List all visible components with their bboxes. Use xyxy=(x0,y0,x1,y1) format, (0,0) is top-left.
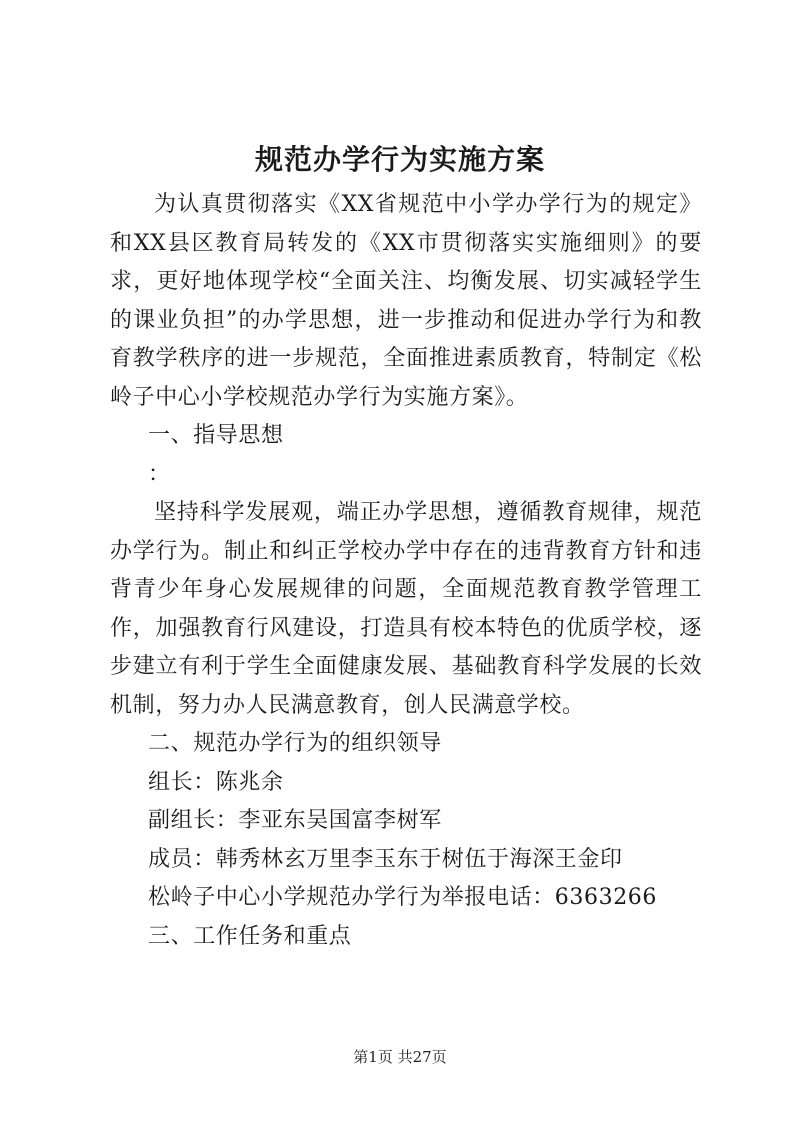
section-1-heading: 一、指导思想 xyxy=(148,423,284,448)
colon-line: ： xyxy=(148,461,171,487)
document-title: 规范办学行为实施方案 xyxy=(254,143,545,176)
leader-line: 组长：陈兆余 xyxy=(148,769,284,795)
intro-paragraph: 为认真贯彻落实《XX省规范中小学办学行为的规定》和XX县区教育局转发的《XX市贯彻落实实施细则》的要求，更好地体现学校“全面关注、均衡发展、切实减轻学生的课业负担”的办学思想，进一步推动和促进办学行为和教育教学秩序的进一步规范，全面推进素质教育，特制定《松岭子中心小学校规范办学行为实施方案》。 xyxy=(110,192,702,410)
deputy-leader-line: 副组长：李亚东吴国富李树军 xyxy=(148,808,442,833)
document-body xyxy=(110,186,702,956)
hotline-line: 松岭子中心小学规范办学行为举报电话：6363266 xyxy=(148,885,657,910)
members-line: 成员：韩秀林玄万里李玉东于树伍于海深王金印 xyxy=(148,846,623,872)
page-footer: 第1页 共27页 xyxy=(353,1048,447,1066)
section-2-heading: 二、规范办学行为的组织领导 xyxy=(148,731,442,756)
section-1-paragraph: 坚持科学发展观，端正办学思想，遵循教育规律，规范办学行为。制止和纠正学校办学中存在的违背教育方针和违背青少年身心发展规律的问题，全面规范教育教学管理工作，加强教育行风建设，打造具有校本特色的优质学校，逐步建立有利于学生全面健康发展、基础教育科学发展的长效机制，努力办人民满意教育，创人民满意学校。 xyxy=(110,500,702,718)
section-3-heading: 三、工作任务和重点 xyxy=(148,923,352,949)
